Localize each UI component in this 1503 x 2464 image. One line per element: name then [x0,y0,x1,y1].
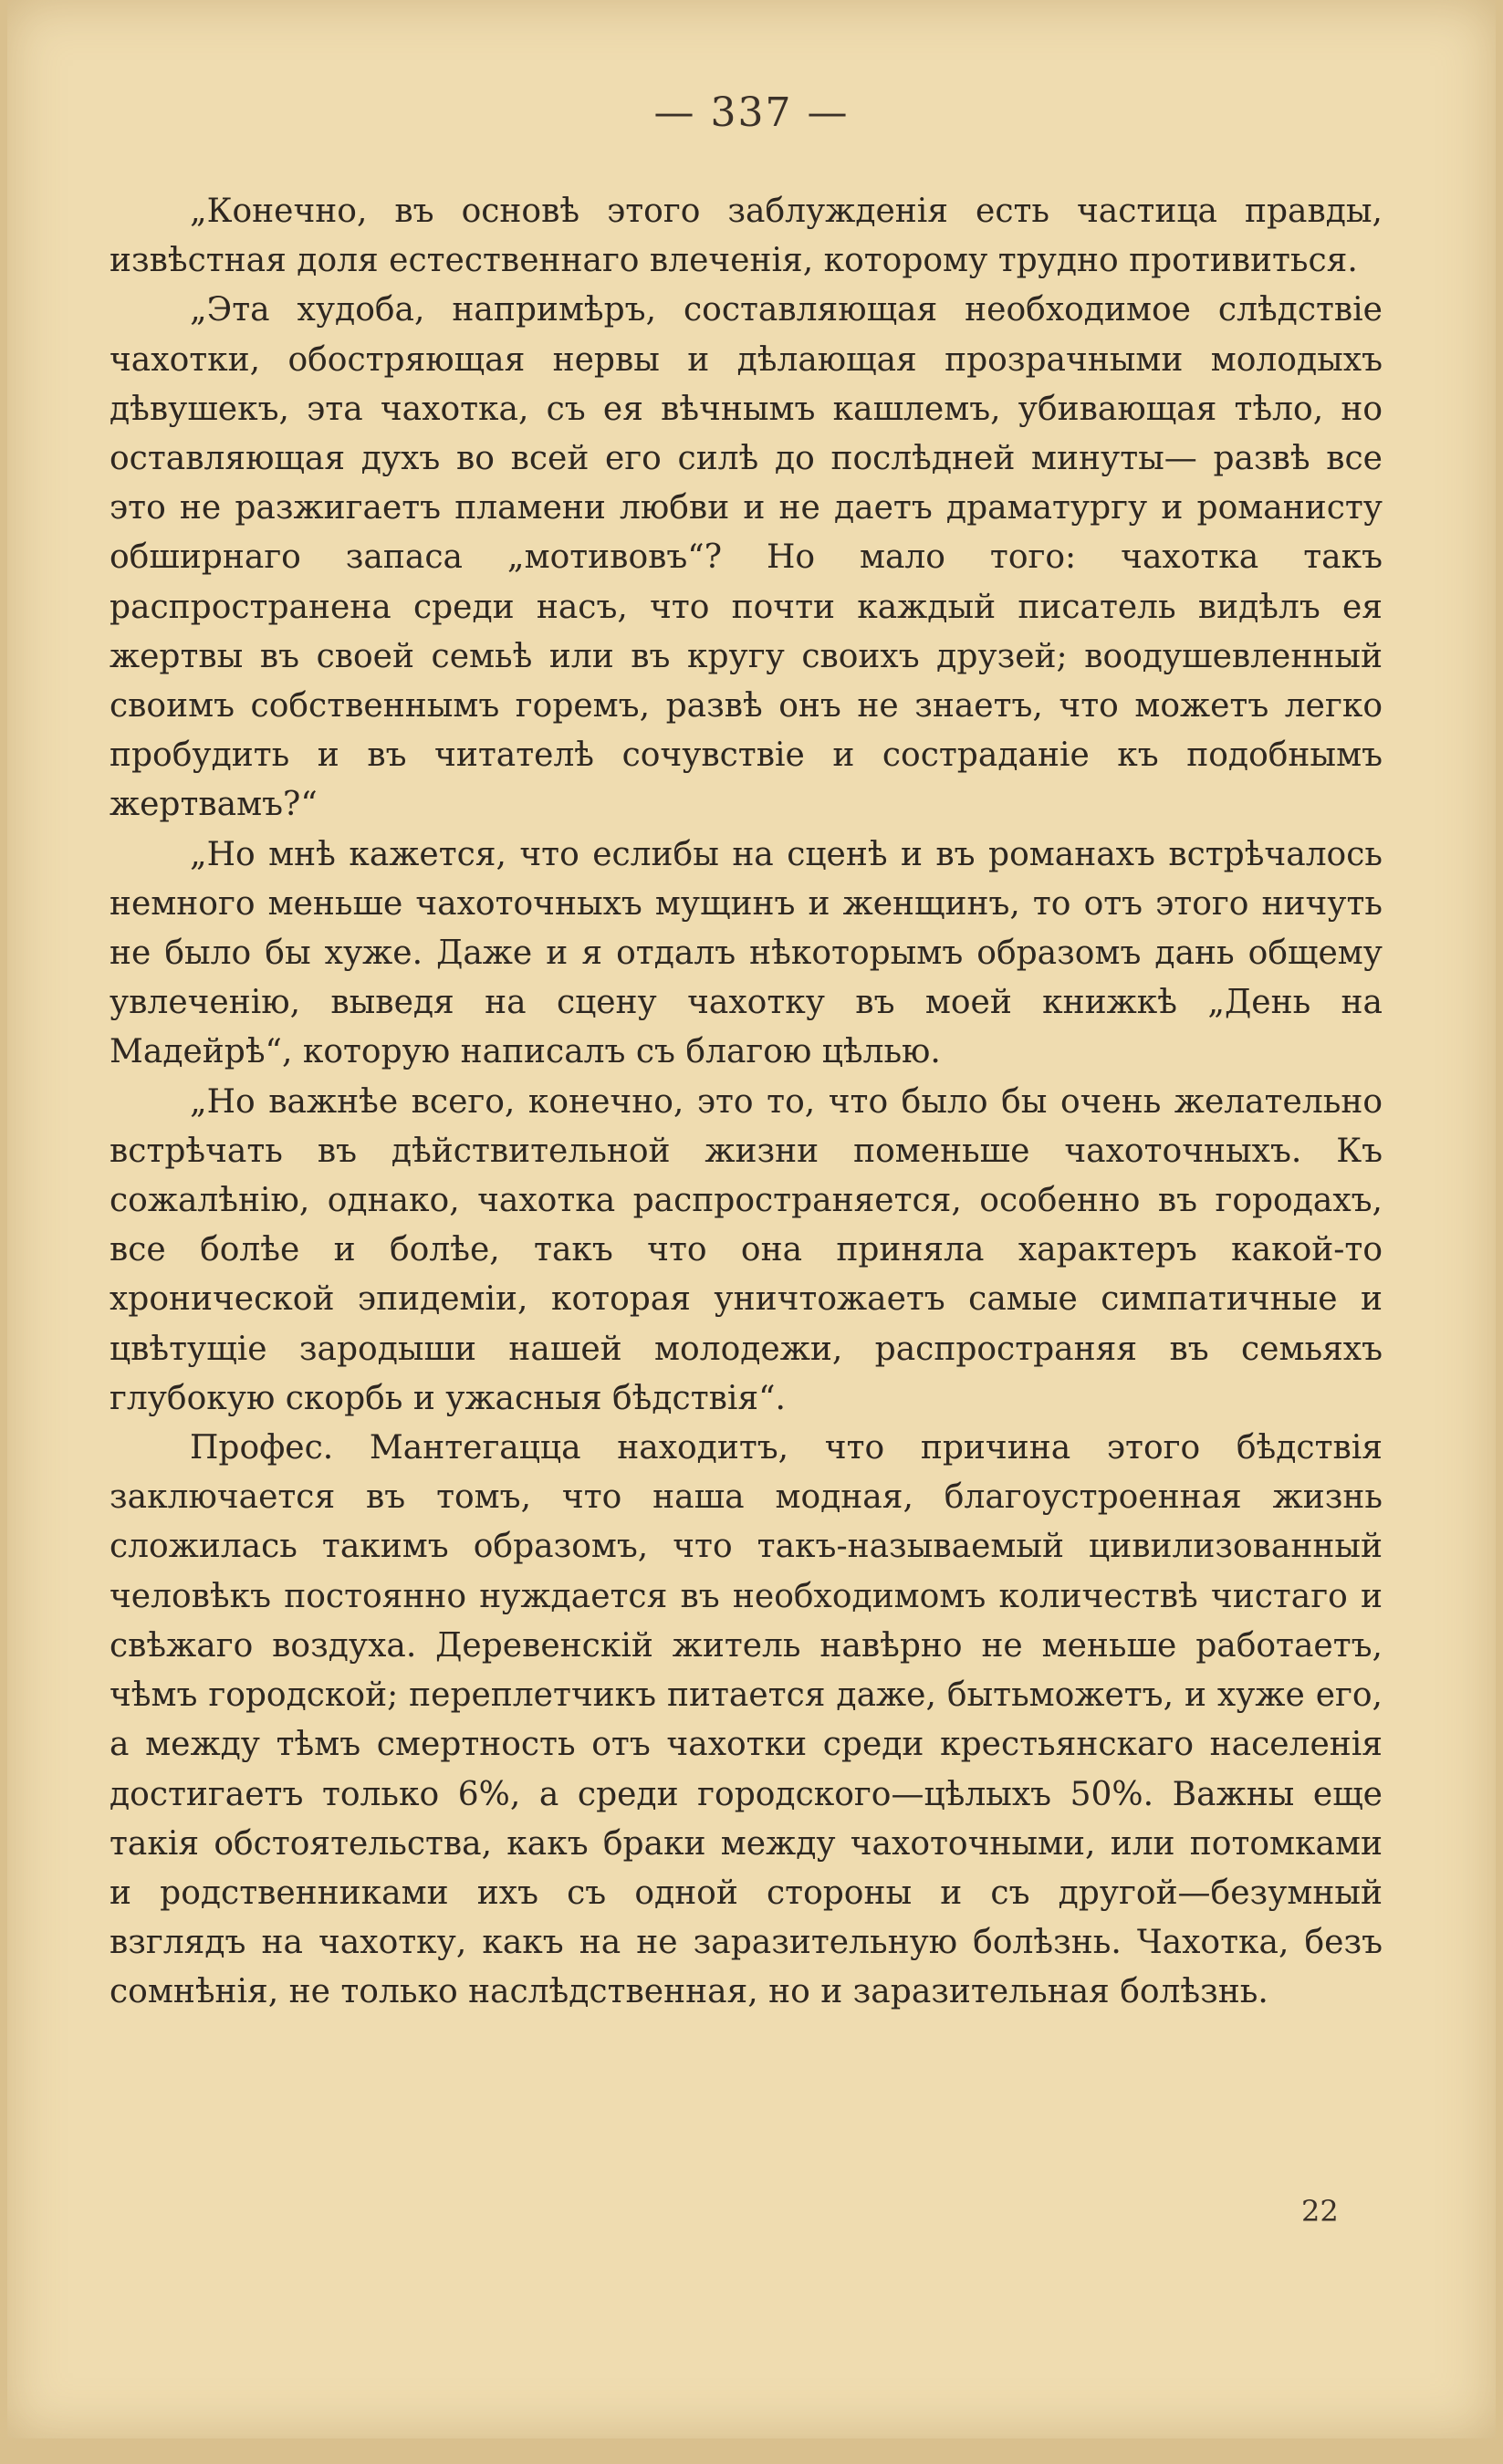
page-number: — 337 — [653,89,850,136]
signature-mark: 22 [1301,2194,1339,2229]
body-text [110,187,1383,2018]
paragraph-2: „Эта худоба, напримѣръ, составляющая необходимое слѣдствіе чахотки, обостряющая нервы и дѣлающая прозрачными молодыхъ дѣвушекъ, эта чахотка, съ ея вѣчнымъ кашлемъ, убивающая тѣло, но оставляющая духъ во всей его силѣ до послѣдней минуты— развѣ все это не разжигаетъ пламени любви и не даетъ драматургу и романисту обширнаго запаса „мотивовъ“? Но мало того: чахотка такъ распространена среди насъ, что почти каждый писатель видѣлъ ея жертвы въ своей семьѣ или въ кругу своихъ друзей; воодушевленный своимъ собственнымъ горемъ, развѣ онъ не знаетъ, что можетъ легко пробудить и въ читателѣ сочувствіе и состраданіе къ подобнымъ жертвамъ?“ [110,291,1383,824]
paragraph-4: „Но важнѣе всего, конечно, это то, что было бы очень желательно встрѣчать въ дѣйствительной жизни поменьше чахоточныхъ. Къ сожалѣнію, однако, чахотка распространяется, особенно въ городахъ, все болѣе и болѣе, такъ что она приняла характеръ какой-то хронической эпидеміи, которая уничтожаетъ самые симпатичные и цвѣтущіе зародыши нашей молодежи, распространяя въ семьяхъ глубокую скорбь и ужасныя бѣдствія“. [110,1082,1383,1417]
paragraph-5: Профес. Мантегацца находитъ, что причина этого бѣдствія заключается въ томъ, что наша модная, благоустроенная жизнь сложилась такимъ образомъ, что такъ-называемый цивилизованный человѣкъ постоянно нуждается въ необходимомъ количествѣ чистаго и свѣжаго воздуха. Деревенскій житель навѣрно не меньше работаетъ, чѣмъ городской; переплетчикъ питается даже, бытьможетъ, и хуже его, а между тѣмъ смертность отъ чахотки среди крестьянскаго населенія достигаетъ только 6%, а среди городского—цѣлыхъ 50%. Важны еще такія обстоятельства, какъ браки между чахоточными, или потомками и родственниками ихъ съ одной стороны и съ другой—безумный взглядъ на чахотку, какъ на не заразительную болѣзнь. Чахотка, безъ сомнѣнія, не только наслѣдственная, но и заразительная болѣзнь. [110,1429,1383,2011]
paragraph-3: „Но мнѣ кажется, что еслибы на сценѣ и въ романахъ встрѣчалось немного меньше чахоточныхъ мущинъ и женщинъ, то отъ этого ничуть не было бы хуже. Даже и я отдалъ нѣкоторымъ образомъ дань общему увлеченію, выведя на сцену чахотку въ моей книжкѣ „День на Мадейрѣ“, которую написалъ съ благою цѣлью. [110,835,1383,1071]
book-page [7,0,1496,2438]
paragraph-1: „Конечно, въ основѣ этого заблужденія есть частица правды, извѣстная доля естественнаго влеченія, которому трудно противиться. [110,193,1383,280]
